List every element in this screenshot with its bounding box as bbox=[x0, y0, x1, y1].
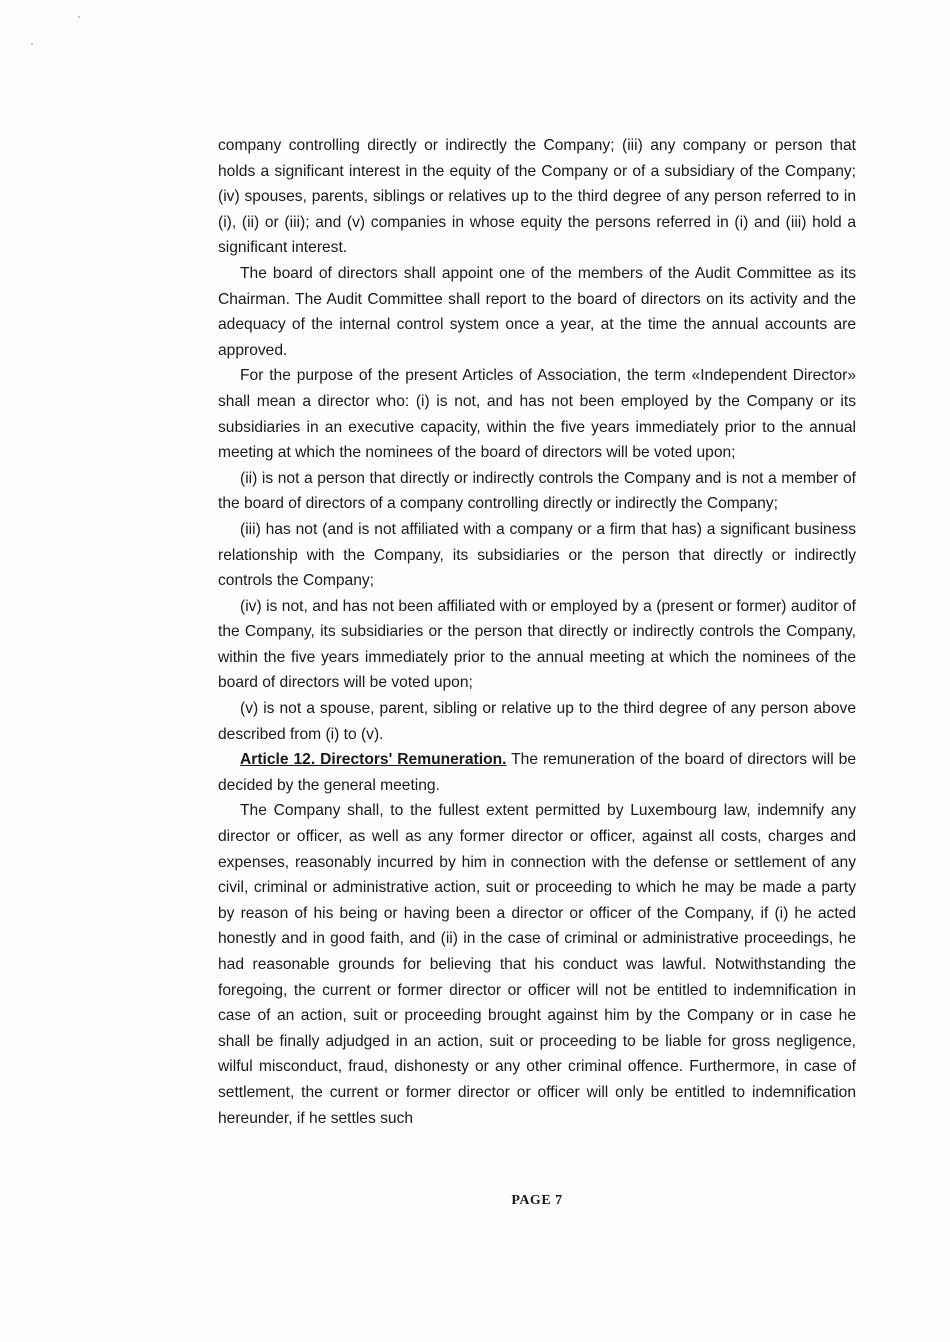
paragraph-independent-director-definition: For the purpose of the present Articles of Association, the term «Independent Director» shall mean a director who: (i) is not, and has not been employed by the Company or its subsidiaries in an executive capacity, within the five years immediately prior to the annual meeting at which the nominees of the board of directors will be voted upon; bbox=[218, 367, 856, 462]
paragraph-criterion-v: (v) is not a spouse, parent, sibling or relative up to the third degree of any person above described from (i) to (v). bbox=[218, 700, 856, 743]
paragraph-criterion-iii: (iii) has not (and is not affiliated with a company or a firm that has) a significant business relationship with the Company, its subsidiaries or the person that directly or indirectly controls the Company; bbox=[218, 520, 856, 590]
article-12-text: The remuneration of the board of directors will be decided by the general meeting. bbox=[218, 751, 856, 794]
paragraph-audit-chairman: The board of directors shall appoint one of the members of the Audit Committee as its Chairman. The Audit Committee shall report to the board of directors on its activity and the adequacy of the internal control system once a year, at the time the annual accounts are approved. bbox=[218, 264, 856, 359]
scan-speck bbox=[78, 16, 80, 18]
scan-speck bbox=[31, 43, 33, 45]
paragraph-criterion-iv: (iv) is not, and has not been affiliated with or employed by a (present or former) auditor of the Company, its subsidiaries or the person that directly or indirectly controls the Company, within the five years immediately prior to the annual meeting at which the nominees of the board of directors will be voted upon; bbox=[218, 597, 856, 692]
page-number: PAGE 7 bbox=[511, 1193, 563, 1208]
paragraph-criterion-ii: (ii) is not a person that directly or indirectly controls the Company and is not a member of the board of directors of a company controlling directly or indirectly the Company; bbox=[218, 469, 856, 513]
article-12-heading: Article 12. Directors' Remuneration. bbox=[240, 751, 507, 769]
document-body bbox=[218, 133, 856, 1131]
paragraph-related-parties: company controlling directly or indirectly the Company; (iii) any company or person that holds a significant interest in the equity of the Company or of a subsidiary of the Company; (iv) spouses, parents, siblings or relatives up to the third degree of any person referred to in (i), (ii) or (iii); and (v) companies in whose equity the persons referred in (i) and (iii) hold a significant interest. bbox=[218, 137, 856, 257]
paragraph-indemnification: The Company shall, to the fullest extent permitted by Luxembourg law, indemnify any director or officer, as well as any former director or officer, against all costs, charges and expenses, reasonably incurred by him in connection with the defense or settlement of any civil, criminal or administrative action, suit or proceeding to which he may be made a party by reason of his being or having been a director or officer of the Company, if (i) he acted honestly and in good faith, and (ii) in the case of criminal or administrative proceedings, he had reasonable grounds for believing that his conduct was lawful. Notwithstanding the foregoing, the current or former director or officer will not be entitled to indemnification in case of an action, suit or proceeding brought against him by the Company or in case he shall be finally adjudged in an action, suit or proceeding to be liable for gross negligence, wilful misconduct, fraud, dishonesty or any other criminal offence. Furthermore, in case of settlement, the current or former director or officer will only be entitled to indemnification hereunder, if he settles such bbox=[218, 802, 856, 1127]
paragraph-article-12 bbox=[218, 747, 856, 798]
